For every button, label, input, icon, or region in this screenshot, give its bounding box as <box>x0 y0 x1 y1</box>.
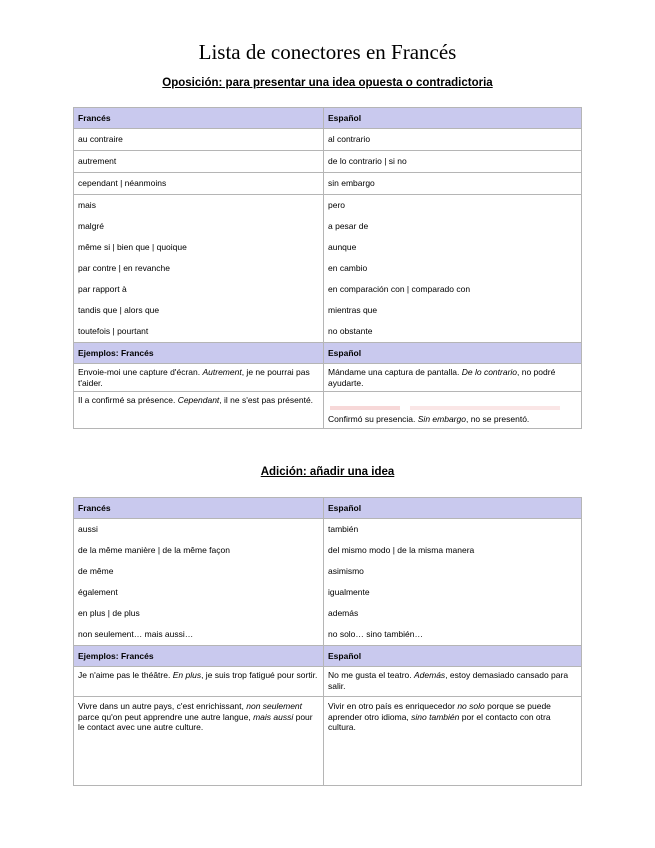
table-oposicion <box>73 107 582 429</box>
example-connector: Sin embargo <box>417 413 466 424</box>
column-header-espanol: Español <box>324 108 582 129</box>
table-row <box>74 129 582 151</box>
cell-es: aunque <box>324 237 582 258</box>
table-row <box>74 173 582 195</box>
cell-es: igualmente <box>324 582 582 603</box>
cell-es: en comparación con | comparado con <box>324 279 582 300</box>
example-text: , no se presentó. <box>465 413 530 424</box>
cell-es: en cambio <box>324 258 582 279</box>
example-connector: De lo contrario <box>461 367 518 377</box>
example-text: , estoy demasiado cansado para salir. <box>328 670 569 691</box>
example-connector: non seulement <box>246 701 303 711</box>
example-row <box>74 697 582 786</box>
table-row <box>74 258 582 279</box>
cell-fr: non seulement… mais aussi… <box>74 624 324 646</box>
cell-fr: de la même manière | de la même façon <box>74 540 324 561</box>
table-row <box>74 582 582 603</box>
table-row <box>74 624 582 646</box>
cell-fr: par contre | en revanche <box>74 258 324 279</box>
cell-fr: par rapport à <box>74 279 324 300</box>
section-heading-adicion: Adición: añadir una idea <box>260 466 395 478</box>
example-connector: Además <box>414 670 446 680</box>
example-row <box>74 364 582 392</box>
examples-header-frances: Ejemplos: Francés <box>74 343 324 364</box>
examples-header-row <box>74 343 582 364</box>
example-text: parce qu'on peut apprendre une autre langue, <box>78 711 254 722</box>
table-row <box>74 603 582 624</box>
cell-fr: au contraire <box>74 129 324 151</box>
example-text: , je suis trop fatigué pour sortir. <box>201 670 318 680</box>
cell-fr: mais <box>74 195 324 217</box>
cell-es: de lo contrario | si no <box>324 151 582 173</box>
example-fr <box>74 364 324 392</box>
cell-fr: également <box>74 582 324 603</box>
examples-header-frances: Ejemplos: Francés <box>74 646 324 667</box>
cell-es: al contrario <box>324 129 582 151</box>
example-row <box>74 667 582 697</box>
scan-artifact <box>330 406 400 410</box>
example-text: Il a confirmé sa présence. <box>78 395 178 405</box>
example-text: , il ne s'est pas présenté. <box>219 395 314 405</box>
example-es <box>324 364 582 392</box>
scan-artifact <box>410 406 560 410</box>
example-fr <box>74 697 324 786</box>
cell-es: pero <box>324 195 582 217</box>
example-text: Vivre dans un autre pays, c'est enrichissant, <box>78 701 247 711</box>
table-row <box>74 540 582 561</box>
example-text: Confirmó su presencia. <box>328 413 418 424</box>
cell-es: a pesar de <box>324 216 582 237</box>
column-header-frances: Francés <box>74 498 324 519</box>
cell-fr: de même <box>74 561 324 582</box>
cell-fr: même si | bien que | quoique <box>74 237 324 258</box>
cell-fr: aussi <box>74 519 324 541</box>
table-header-row <box>74 108 582 129</box>
table-row <box>74 195 582 217</box>
cell-es: mientras que <box>324 300 582 321</box>
example-es <box>324 697 582 786</box>
example-text: , no podré ayudarte. <box>328 367 556 388</box>
example-connector: sino también <box>411 711 460 722</box>
column-header-frances: Francés <box>74 108 324 129</box>
cell-fr: autrement <box>74 151 324 173</box>
example-text: Vivir en otro país es enriquecedor <box>328 701 458 711</box>
cell-fr: cependant | néanmoins <box>74 173 324 195</box>
example-text: Je n'aime pas le théâtre. <box>78 670 173 680</box>
table-row <box>74 561 582 582</box>
examples-header-espanol: Español <box>324 343 582 364</box>
table-row <box>74 237 582 258</box>
examples-header-espanol: Español <box>324 646 582 667</box>
cell-es: asimismo <box>324 561 582 582</box>
example-connector: En plus <box>172 670 202 680</box>
cell-fr: en plus | de plus <box>74 603 324 624</box>
example-es <box>324 392 582 429</box>
example-text: Mándame una captura de pantalla. <box>328 367 462 377</box>
section-heading-oposicion: Oposición: para presentar una idea opuesta o contradictoria <box>162 77 493 89</box>
table-row <box>74 151 582 173</box>
cell-es: sin embargo <box>324 173 582 195</box>
table-adicion <box>73 497 582 786</box>
table-row <box>74 216 582 237</box>
cell-fr: toutefois | pourtant <box>74 321 324 343</box>
example-text: No me gusta el teatro. <box>328 670 414 680</box>
cell-fr: malgré <box>74 216 324 237</box>
table-header-row <box>74 498 582 519</box>
column-header-espanol: Español <box>324 498 582 519</box>
cell-es: no solo… sino también… <box>324 624 582 646</box>
table-row <box>74 519 582 541</box>
example-es <box>324 667 582 697</box>
example-text: , je ne pourrai pas t'aider. <box>78 367 310 388</box>
example-connector: no solo <box>457 701 485 711</box>
cell-es: también <box>324 519 582 541</box>
example-connector: Autrement <box>202 367 242 377</box>
cell-es: del mismo modo | de la misma manera <box>324 540 582 561</box>
table-row <box>74 300 582 321</box>
table-row <box>74 321 582 343</box>
page-title: Lista de conectores en Francés <box>198 40 457 64</box>
example-text: pour le contact avec une autre culture. <box>78 711 313 732</box>
examples-header-row <box>74 646 582 667</box>
example-connector: mais aussi <box>253 711 294 722</box>
example-text: Envoie-moi une capture d'écran. <box>78 367 203 377</box>
example-text: por el contacto con otra cultura. <box>328 711 551 732</box>
example-connector: Cependant <box>177 395 220 405</box>
cell-fr: tandis que | alors que <box>74 300 324 321</box>
cell-es: además <box>324 603 582 624</box>
example-text: porque se puede aprender otro idioma, <box>328 701 551 722</box>
cell-es: no obstante <box>324 321 582 343</box>
table-row <box>74 279 582 300</box>
example-fr <box>74 392 324 429</box>
example-row <box>74 392 582 429</box>
example-fr <box>74 667 324 697</box>
